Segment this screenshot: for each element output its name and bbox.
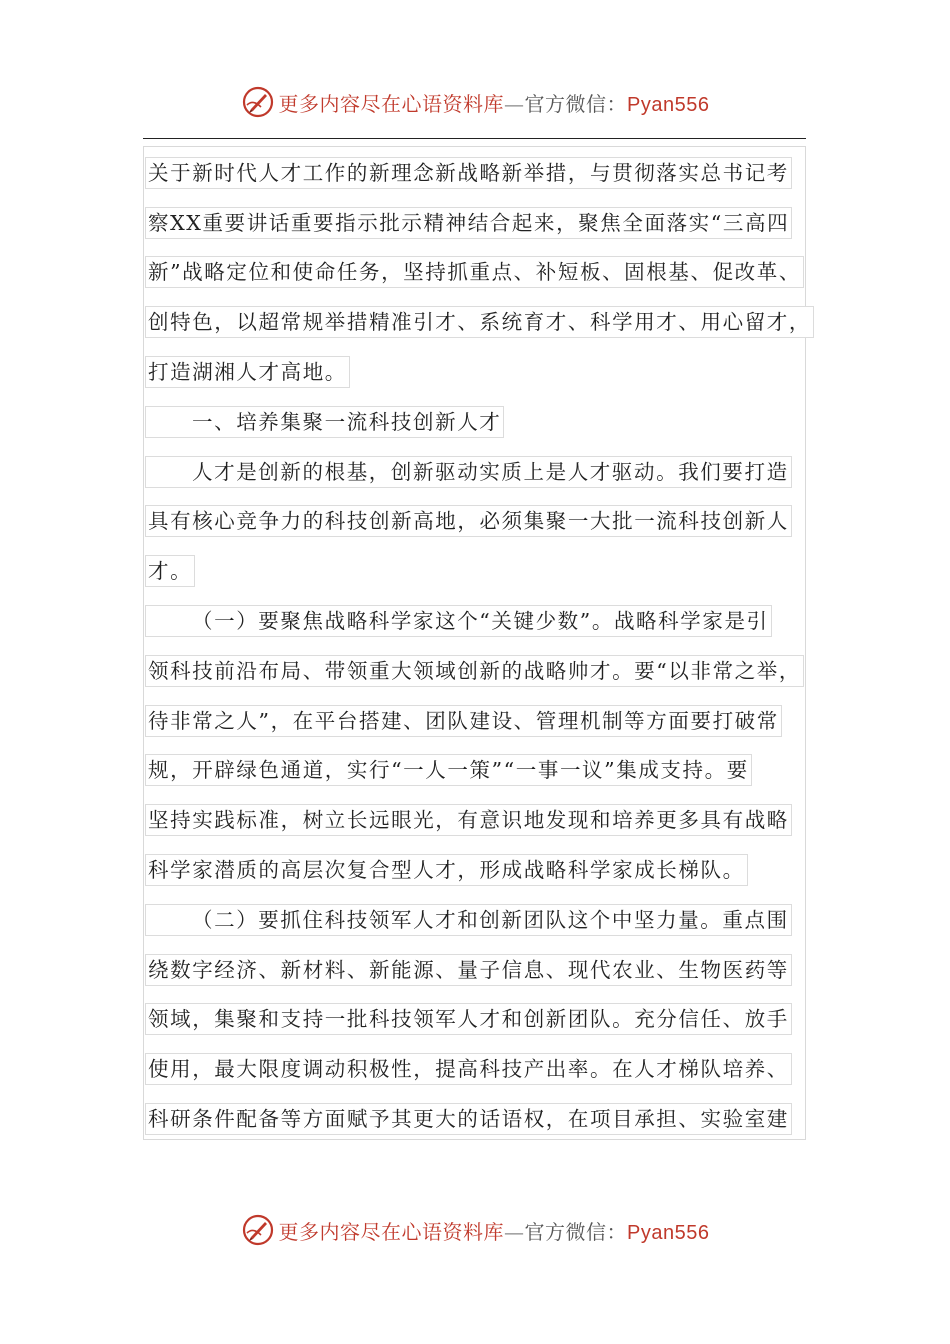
section-heading-line [145,397,825,447]
text-line [145,297,825,347]
banner-wechat-label: 官方微信： [524,91,628,116]
text-line [145,148,825,198]
pen-logo-icon [241,1213,275,1247]
text-line [145,696,825,746]
line-text: 科研条件配备等方面赋予其更大的话语权，在项目承担、实验室建 [145,1103,792,1135]
line-text: （一）要聚焦战略科学家这个“关键少数”。战略科学家是引 [145,605,772,637]
text-line [145,198,825,248]
text-line [145,895,825,945]
line-text: 关于新时代人才工作的新理念新战略新举措，与贯彻落实总书记考 [145,157,792,189]
banner-separator: — [504,91,525,116]
header-banner [0,82,950,122]
banner-text [279,1216,710,1245]
section-heading: 一、培养集聚一流科技创新人才 [145,406,504,438]
text-line [145,646,825,696]
line-text: 科学家潜质的高层次复合型人才，形成战略科学家成长梯队。 [145,854,748,886]
banner-title: 更多内容尽在心语资料库 [278,1219,505,1244]
text-line [145,845,825,895]
text-line [145,248,825,298]
text-line [145,1044,825,1094]
text-line [145,497,825,547]
text-line [145,596,825,646]
text-line [145,795,825,845]
text-line [145,746,825,796]
line-text: 规，开辟绿色通道，实行“一人一策”“一事一议”集成支持。要 [145,754,752,786]
banner-wechat-label: 官方微信： [524,1219,628,1244]
document-body [145,148,825,1144]
pen-logo-icon [241,85,275,119]
text-line [145,546,825,596]
banner-title: 更多内容尽在心语资料库 [278,91,505,116]
line-text: 坚持实践标准，树立长远眼光，有意识地发现和培养更多具有战略 [145,804,792,836]
text-line [145,347,825,397]
line-text: 具有核心竞争力的科技创新高地，必须集聚一大批一流科技创新人 [145,505,792,537]
line-text: 人才是创新的根基，创新驱动实质上是人才驱动。我们要打造 [145,456,792,488]
text-line [145,447,825,497]
text-line [145,945,825,995]
line-text: 待非常之人”，在平台搭建、团队建设、管理机制等方面要打破常 [145,705,782,737]
line-text: （二）要抓住科技领军人才和创新团队这个中坚力量。重点围 [145,904,792,936]
line-text: 领域，集聚和支持一批科技领军人才和创新团队。充分信任、放手 [145,1003,792,1035]
banner-wechat-id: Pyan556 [627,1221,710,1244]
line-text: 才。 [145,555,195,587]
line-text: 新”战略定位和使命任务，坚持抓重点、补短板、固根基、促改革、 [145,256,804,288]
line-text: 创特色，以超常规举措精准引才、系统育才、科学用才、用心留才， [145,306,814,338]
text-line [145,995,825,1045]
banner-wechat-id: Pyan556 [627,93,710,116]
line-text: 使用，最大限度调动积极性，提高科技产出率。在人才梯队培养、 [145,1053,792,1085]
banner-text [279,88,710,117]
line-text: 察XX重要讲话重要指示批示精神结合起来，聚焦全面落实“三高四 [145,207,792,239]
header-rule [143,138,806,139]
footer-banner [0,1210,950,1250]
text-line [145,1094,825,1144]
banner-separator: — [504,1219,525,1244]
line-text: 绕数字经济、新材料、新能源、量子信息、现代农业、生物医药等 [145,954,792,986]
line-text: 打造湖湘人才高地。 [145,356,350,388]
line-text: 领科技前沿布局、带领重大领域创新的战略帅才。要“以非常之举， [145,655,804,687]
